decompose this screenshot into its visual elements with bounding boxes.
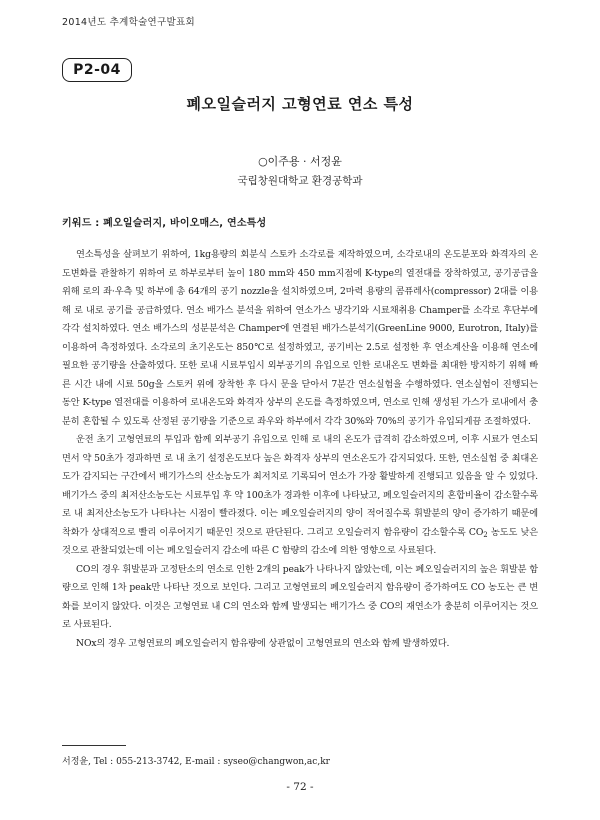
paragraph-4: NOx의 경우 고형연료의 폐오일슬러지 함유량에 상관없이 고형연료의 연소와 함께 발생하였다. bbox=[76, 637, 450, 649]
paragraph-3: CO의 경우 휘발분과 고정탄소의 연소로 인한 2개의 peak가 나타나지 않았는데, 이는 폐오일슬러지의 높은 휘발분 함량으로 인해 1차 peak만 나타난 것으로 보인다. 그리고 고형연료의 폐오일슬러지 함유량이 증가하여도 CO 농도는 큰 변화를 보이지 않았다. 이것은 고형연료 내 C의 연소와 함께 발생되는 배기가스 중 CO의 재연소가 충분히 이루어지는 것으로 사료된다. bbox=[62, 563, 538, 630]
corresponding-author-footnote: 서정윤, Tel : 055-213-3742, E-mail : syseo@changwon,ac,kr bbox=[62, 757, 330, 767]
footnote-rule bbox=[62, 745, 126, 746]
affiliation: 국립창원대학교 환경공학과 bbox=[237, 175, 363, 187]
page-number: - 72 - bbox=[286, 781, 314, 793]
author-list: ○이주용 · 서정윤 bbox=[258, 155, 342, 168]
session-code-badge: P2-04 bbox=[62, 58, 132, 82]
paragraph-2 bbox=[62, 431, 538, 561]
paper-title: 폐오일슬러지 고형연료 연소 특성 bbox=[186, 95, 414, 113]
co2-subscript: 2 bbox=[483, 530, 488, 539]
keywords: 키워드 : 폐오일슬러지, 바이오매스, 연소특성 bbox=[62, 218, 267, 229]
paragraph-2-text-a: 운전 초기 고형연료의 투입과 함께 외부공기 유입으로 인해 로 내의 온도가 급격히 감소하였으며, 이후 시료가 연소되면서 약 50초가 경과하면 로 내 초기 설정온도보다 높은 화격자 상부의 연소온도가 감지되었다. 또한, 연소실험 중 최대온도가 감지되는 구간에서 배기가스의 산소농도가 최저치로 기록되어 연소가 가장 활발하게 진행되고 있음을 알 수 있었다. 배기가스 중의 최저산소농도는 시료투입 후 약 100초가 경과한 이후에 나타났고, 폐오일슬러지의 혼합비율이 감소할수록 로 내 최저산소농도가 나타나는 시점이 빨라졌다. 이는 폐오일슬러지의 양이 적어질수록 휘발분의 양이 증가하기 때문에 착화가 상대적으로 빨리 이루어지기 때문인 것으로 판단된다. 그리고 오일슬러지 함유량이 감소할수록 CO bbox=[62, 434, 538, 538]
running-head: 2014년도 추계학술연구발표회 bbox=[62, 17, 195, 28]
body-text bbox=[62, 246, 538, 653]
paragraph-1: 연소특성을 살펴보기 위하여, 1kg용량의 회분식 스토카 소각로를 제작하였으며, 소각로내의 온도분포와 화격자의 온도변화를 관찰하기 위하여 로 하부로부터 높이 180 mm와 450 mm지점에 K-type의 열전대를 장착하였고, 공기공급을 위해 로의 좌·우측 및 하부에 총 64개의 공기 nozzle을 설치하였으며, 2마력 용량의 콤퓨레사(compressor) 2대를 이용해 로 내로 공기를 공급하였다. 연소 배가스 분석을 위하여 연소가스 냉각기와 시료채취용 Champer를 소각로 후단부에 각각 설치하였다. 연소 배가스의 성분분석은 Champer에 연결된 배가스분석기(GreenLine 9000, Eurotron, Italy)를 이용하여 측정하였다. 소각로의 초기온도는 850℃로 설정하였고, 공기비는 2.5로 설정한 후 연소계산을 이용해 연소에 필요한 공기량을 산출하였다. 또한 로내 시료투입시 외부공기의 유입으로 인한 로내온도 변화를 최대한 방지하기 위해 빠른 시간 내에 시료 50g을 스토커 위에 장착한 후 다시 문을 닫아서 7분간 연소실험을 수행하였다. 연소실험이 진행되는 동안 K-type 열전대를 이용하여 로내온도와 화격자 상부의 온도를 측정하였으며, 연소로 인해 생성된 가스가 로내에서 충분히 혼합될 수 있도록 산정된 공기량을 기준으로 좌우와 하부에서 각각 30%와 70%의 공기가 유입되게끔 조절하였다. bbox=[62, 249, 538, 427]
paragraph-2-text-b: 농도도 낮은 것으로 관찰되었는데 이는 폐오일슬러지 감소에 따른 C 함량의 감소에 의한 영향으로 사료된다. bbox=[62, 526, 538, 556]
